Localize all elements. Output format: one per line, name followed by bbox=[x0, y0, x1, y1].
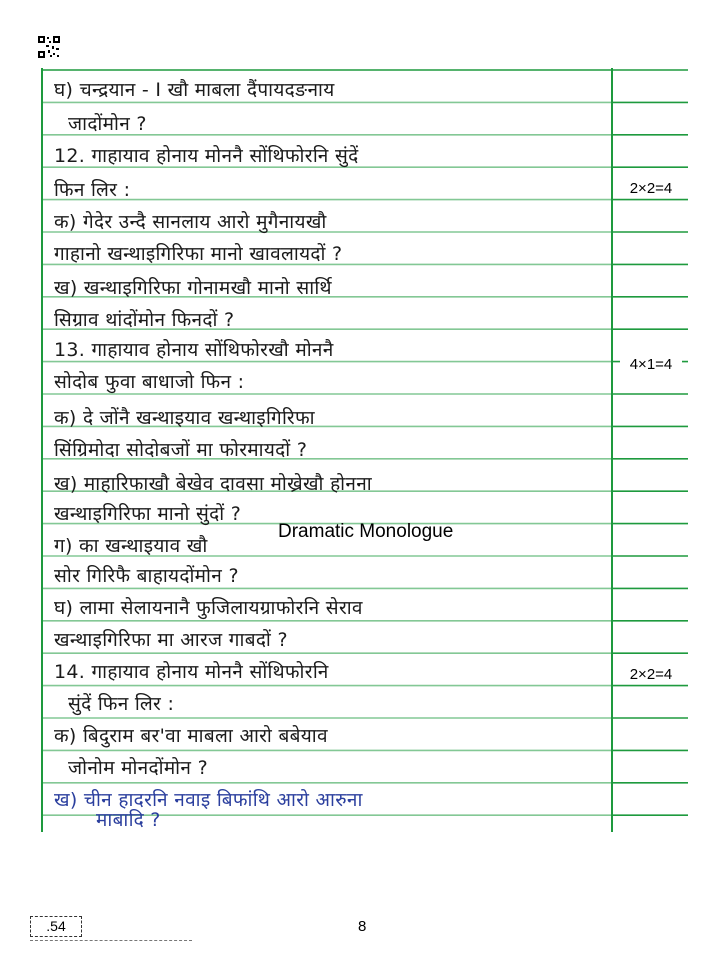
footer-code-box: .54 bbox=[30, 916, 82, 937]
handwriting-line: सिग्राव थांदोंमोन फिनदों ? bbox=[54, 309, 235, 331]
handwriting-line: फिन लिर : bbox=[54, 179, 131, 201]
marks-annotation: 2×2=4 bbox=[620, 180, 682, 197]
handwriting-line: ख) माहारिफाखौ बेखेव दावसा मोख्रेखौ होनना bbox=[54, 473, 372, 495]
handwriting-line-blue: ख) चीन हादरनि नवाइ बिफांथि आरो आरुना bbox=[54, 789, 363, 811]
handwriting-line: घ) चन्द्रयान - I खौ माबला दैंपायदङनाय bbox=[54, 79, 335, 101]
handwriting-line: क) दे जोंनै खन्थाइयाव खन्थाइगिरिफा bbox=[54, 407, 315, 429]
handwriting-line: घ) लामा सेलायनानै फुजिलायग्राफोरनि सेराव bbox=[54, 597, 363, 619]
answer-sheet bbox=[40, 68, 688, 832]
handwriting-line: ग) का खन्थाइयाव खौ bbox=[54, 535, 208, 557]
handwriting-line-blue: माबादि ? bbox=[96, 809, 161, 831]
handwriting-line: सुंदें फिन लिर : bbox=[68, 693, 175, 715]
footer-rule bbox=[30, 940, 192, 941]
handwriting-line: खन्थाइगिरिफा मानो सुंदों ? bbox=[54, 503, 242, 525]
handwriting-line: 14. गाहायाव होनाय मोननै सोंथिफोरनि bbox=[54, 661, 329, 683]
handwriting-line: जोनोम मोनदोंमोन ? bbox=[68, 757, 208, 779]
page-number: 8 bbox=[358, 918, 367, 935]
handwriting-line: जादोंमोन ? bbox=[68, 113, 147, 135]
handwriting-line: क) बिदुराम बर'वा माबला आरो बबेयाव bbox=[54, 725, 328, 747]
handwriting-line: ख) खन्थाइगिरिफा गोनामखौ मानो सार्थि bbox=[54, 277, 332, 299]
handwriting-line: 13. गाहायाव होनाय सोंथिफोरखौ मोननै bbox=[54, 339, 334, 361]
handwriting-line: 12. गाहायाव होनाय मोननै सोंथिफोरनि सुंदें bbox=[54, 145, 359, 167]
handwriting-line: गाहानो खन्थाइगिरिफा मानो खावलायदों ? bbox=[54, 243, 343, 265]
handwriting-line: सिंग्रिमोदा सोदोबजों मा फोरमायदों ? bbox=[54, 439, 308, 461]
overlay-label: Dramatic Monologue bbox=[278, 521, 454, 542]
handwriting-line: सोदोब फुवा बाधाजो फिन : bbox=[54, 371, 245, 393]
marks-annotation: 4×1=4 bbox=[620, 356, 682, 373]
handwriting-line: खन्थाइगिरिफा मा आरज गाबदों ? bbox=[54, 629, 288, 651]
handwriting-line: सोर गिरिफै बाहायदोंमोन ? bbox=[54, 565, 239, 587]
handwriting-line: क) गेदेर उन्दै सानलाय आरो मुगैनायखौ bbox=[54, 211, 327, 233]
qr-code-icon bbox=[38, 36, 60, 58]
marks-annotation: 2×2=4 bbox=[620, 666, 682, 683]
